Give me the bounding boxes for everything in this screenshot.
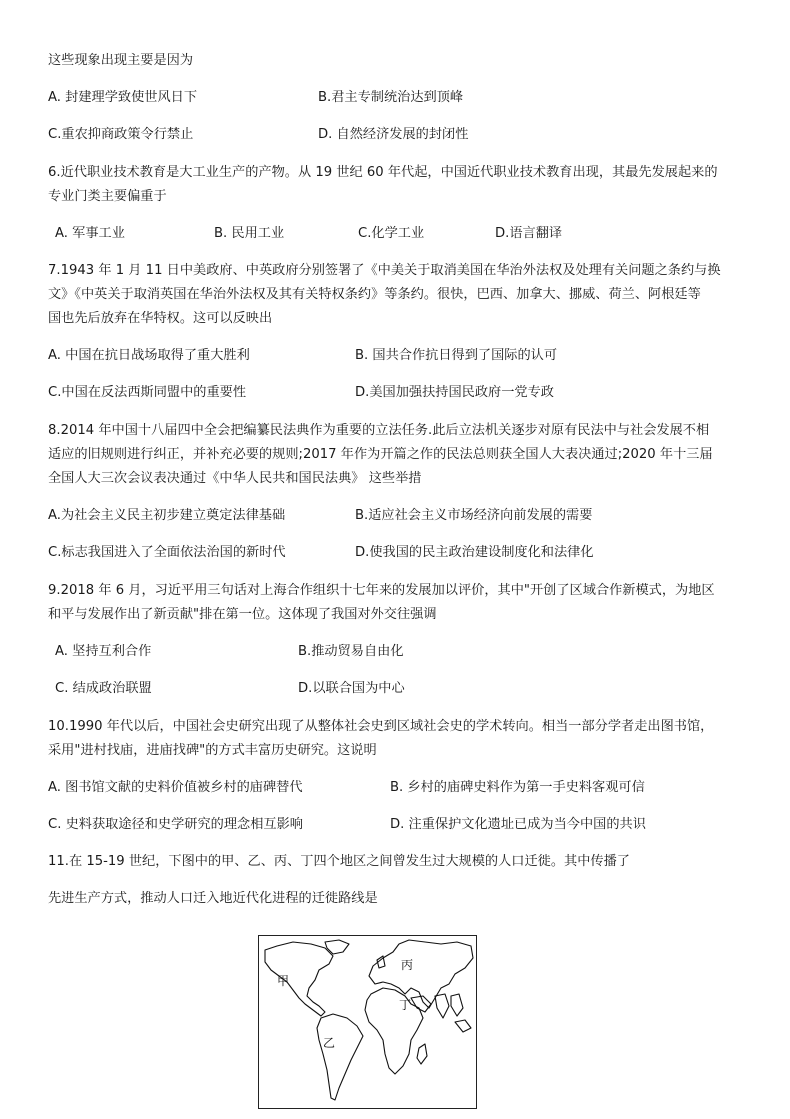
q7-stem-line2: 文》《中英关于取消英国在华治外法权及其有关特权条约》等条约。很快，巴西、加拿大、挪威、荷兰、阿根廷等: [48, 287, 701, 302]
q5-option-c[interactable]: C.重农抑商政策令行禁止: [48, 127, 194, 142]
q7-stem-line3: 国也先后放弃在华特权。这可以反映出: [48, 311, 273, 326]
q9-option-c[interactable]: C. 结成政治联盟: [55, 681, 152, 696]
q5-option-d[interactable]: D. 自然经济发展的封闭性: [318, 127, 469, 142]
q5-option-a[interactable]: A. 封建理学致使世风日下: [48, 90, 198, 105]
q9-option-a[interactable]: A. 坚持互利合作: [55, 644, 152, 659]
q7-option-d[interactable]: D.美国加强扶持国民政府一党专政: [355, 385, 554, 400]
q8-option-c[interactable]: C.标志我国进入了全面依法治国的新时代: [48, 545, 286, 560]
q6-option-d[interactable]: D.语言翻译: [495, 226, 563, 241]
q10-option-a[interactable]: A. 图书馆文献的史料价值被乡村的庙碑替代: [48, 780, 303, 795]
eurasia-outline: [369, 940, 473, 1008]
india-outline: [435, 994, 449, 1018]
madagascar-outline: [417, 1044, 427, 1064]
intro-line: 这些现象出现主要是因为: [48, 53, 194, 68]
q7-stem-line1: 7.1943 年 1 月 11 日中美政府、中英政府分别签署了《中美关于取消美国在华治外法权及处理有关问题之条约与换: [48, 263, 721, 278]
q10-option-d[interactable]: D. 注重保护文化遗址已成为当今中国的共识: [390, 817, 646, 832]
world-map-outline: [259, 936, 475, 1107]
q11-stem-line1: 11.在 15-19 世纪，下图中的甲、乙、丙、丁四个地区之间曾发生过大规模的人口迁徙。其中传播了: [48, 854, 630, 869]
south-america-outline: [317, 1014, 363, 1100]
q8-stem-line2: 适应的旧规则进行纠正，并补充必要的规则;2017 年作为开篇之作的民法总则获全国人大表决通过;2020 年十三届: [48, 447, 713, 462]
southeast-asia-outline: [451, 994, 463, 1016]
north-america-outline: [265, 942, 333, 1016]
q10-stem-line2: 采用"进村找庙，进庙找碑"的方式丰富历史研究。这说明: [48, 743, 377, 758]
map-label-yi: 乙: [323, 1036, 336, 1050]
map-label-jia: 甲: [277, 974, 290, 988]
q6-stem-line1: 6.近代职业技术教育是大工业生产的产物。从 19 世纪 60 年代起，中国近代职业技术教育出现，其最先发展起来的: [48, 165, 718, 180]
q9-option-b[interactable]: B.推动贸易自由化: [298, 644, 404, 659]
africa-outline: [365, 988, 423, 1074]
q8-stem-line3: 全国人大三次会议表决通过《中华人民共和国民法典》 这些举措: [48, 471, 422, 486]
q9-option-d[interactable]: D.以联合国为中心: [298, 681, 405, 696]
q8-option-b[interactable]: B.适应社会主义市场经济向前发展的需要: [355, 508, 593, 523]
q6-option-c[interactable]: C.化学工业: [358, 226, 425, 241]
q7-option-a[interactable]: A. 中国在抗日战场取得了重大胜利: [48, 348, 250, 363]
map-label-ding: 丁: [399, 998, 412, 1012]
map-label-bing: 丙: [401, 958, 414, 972]
q8-option-a[interactable]: A.为社会主义民主初步建立奠定法律基础: [48, 508, 286, 523]
q7-option-b[interactable]: B. 国共合作抗日得到了国际的认可: [355, 348, 558, 363]
q9-stem-line2: 和平与发展作出了新贡献"排在第一位。这体现了我国对外交往强调: [48, 607, 437, 622]
q10-option-b[interactable]: B. 乡村的庙碑史料作为第一手史料客观可信: [390, 780, 645, 795]
islands-outline: [455, 1020, 471, 1032]
q5-option-b[interactable]: B.君主专制统治达到顶峰: [318, 90, 464, 105]
world-map-figure: [258, 935, 477, 1109]
q10-stem-line1: 10.1990 年代以后，中国社会史研究出现了从整体社会史到区域社会史的学术转向。相当一部分学者走出图书馆，: [48, 719, 714, 734]
q6-option-b[interactable]: B. 民用工业: [214, 226, 285, 241]
q6-option-a[interactable]: A. 军事工业: [55, 226, 125, 241]
q11-stem-line2: 先进生产方式，推动人口迁入地近代化进程的迁徙路线是: [48, 891, 378, 906]
q7-option-c[interactable]: C.中国在反法西斯同盟中的重要性: [48, 385, 247, 400]
q9-stem-line1: 9.2018 年 6 月，习近平用三句话对上海合作组织十七年来的发展加以评价，其中"开创了区域合作新模式，为地区: [48, 583, 715, 598]
q6-stem-line2: 专业门类主要偏重于: [48, 189, 167, 204]
q10-option-c[interactable]: C. 史料获取途径和史学研究的理念相互影响: [48, 817, 303, 832]
q8-option-d[interactable]: D.使我国的民主政治建设制度化和法律化: [355, 545, 594, 560]
q8-stem-line1: 8.2014 年中国十八届四中全会把编纂民法典作为重要的立法任务.此后立法机关逐步对原有民法中与社会发展不相: [48, 423, 710, 438]
